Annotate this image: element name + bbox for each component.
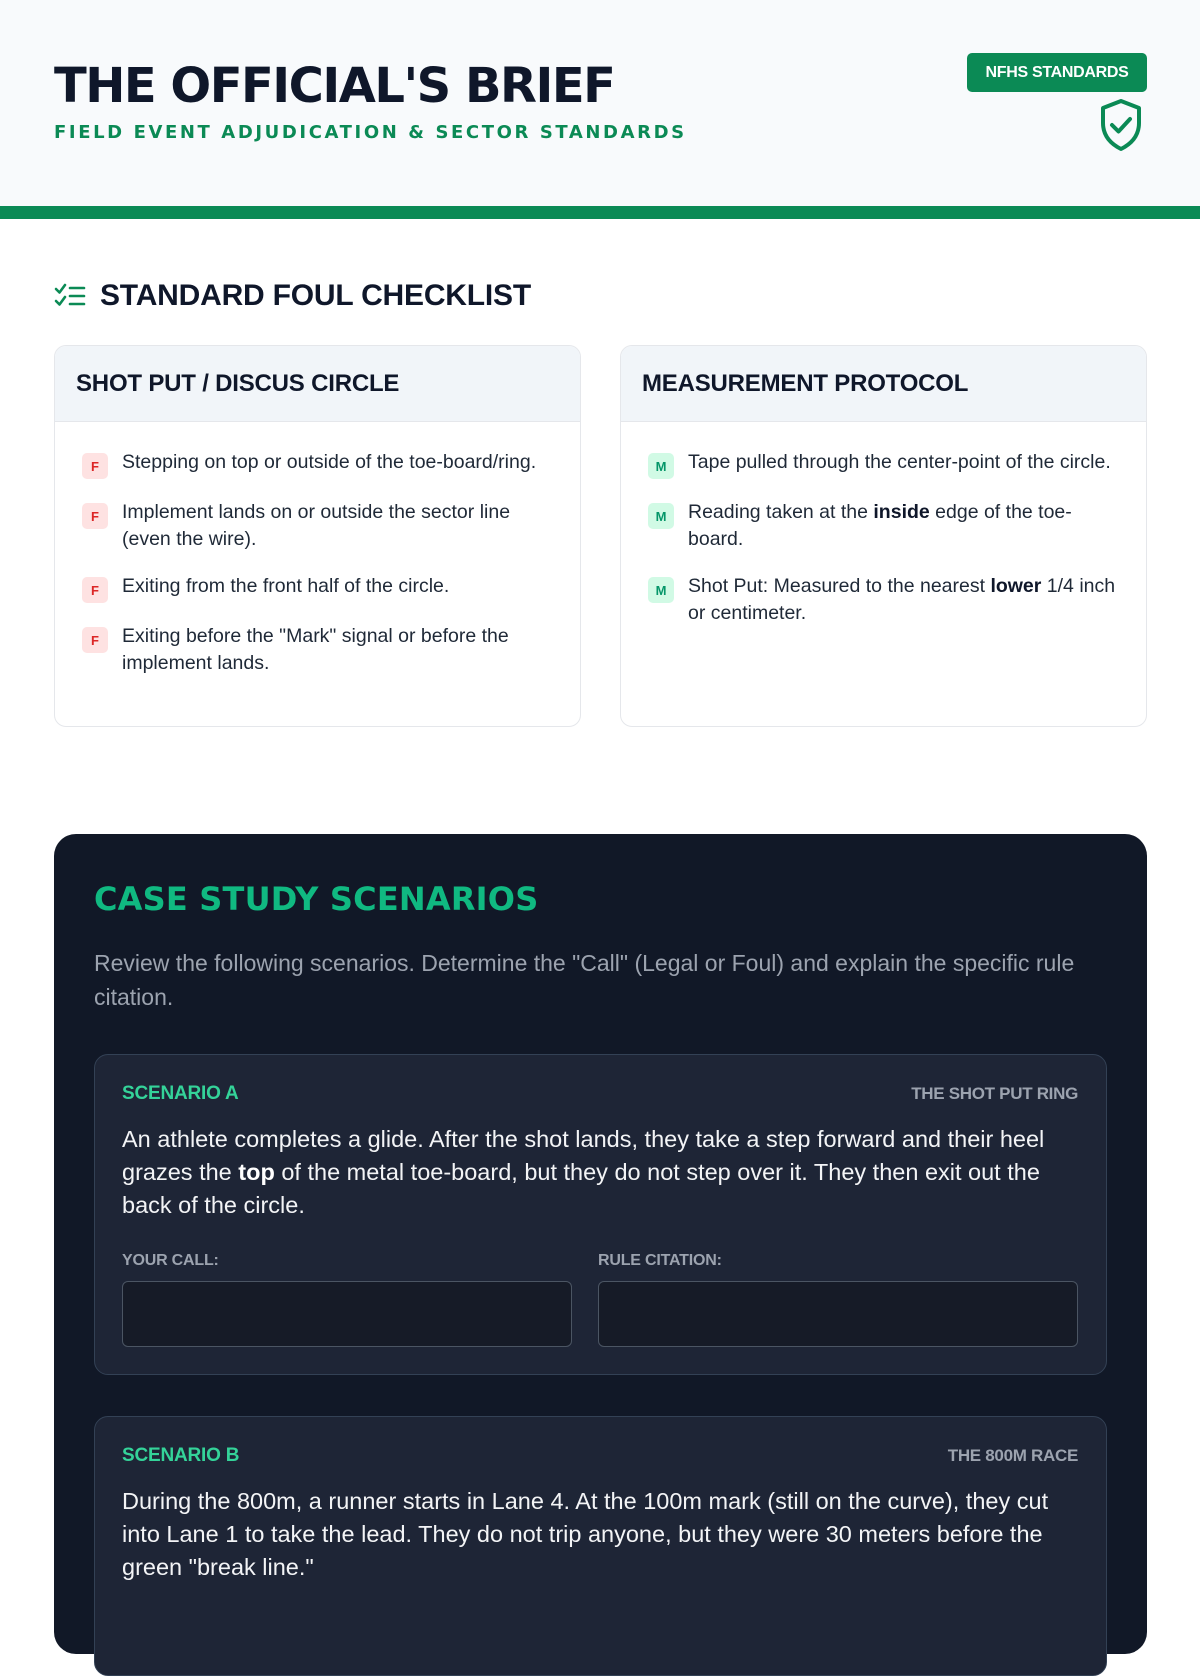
scenario-card-a xyxy=(94,1054,1107,1375)
scenario-context: THE 800M RACE xyxy=(947,1446,1078,1465)
shot-put-card xyxy=(54,345,581,727)
foul-tag: F xyxy=(82,453,108,479)
foul-tag: F xyxy=(82,627,108,653)
scenario-label: SCENARIO B xyxy=(122,1445,240,1466)
list-item xyxy=(648,573,1122,627)
list-item-text: Implement lands on or outside the sector line (even the wire). xyxy=(122,501,511,550)
card-title: SHOT PUT / DISCUS CIRCLE xyxy=(55,346,580,422)
checklist-title: STANDARD FOUL CHECKLIST xyxy=(100,279,531,312)
foul-tag: F xyxy=(82,503,108,529)
rule-citation-input[interactable] xyxy=(598,1281,1078,1347)
list-item xyxy=(82,623,556,677)
list-item xyxy=(648,449,1122,479)
case-study-title: CASE STUDY SCENARIOS xyxy=(94,880,539,918)
list-item xyxy=(648,499,1122,553)
list-item xyxy=(82,449,556,479)
measurement-tag: M xyxy=(648,577,674,603)
foul-tag: F xyxy=(82,577,108,603)
page-header xyxy=(0,0,1200,206)
measurement-card xyxy=(620,345,1147,727)
shield-check-icon xyxy=(1098,98,1144,152)
checklist-heading xyxy=(54,278,531,314)
standards-badge: NFHS STANDARDS xyxy=(967,53,1147,92)
list-item xyxy=(82,573,556,603)
rule-citation-label: RULE CITATION: xyxy=(598,1252,722,1269)
page-subtitle: FIELD EVENT ADJUDICATION & SECTOR STANDARDS xyxy=(54,122,687,143)
scenario-card-b xyxy=(94,1416,1107,1676)
scenario-text: During the 800m, a runner starts in Lane 4. At the 100m mark (still on the curve), they cut into Lane 1 to take the lead. They do not trip anyone, but they were 30 meters before the green "break line." xyxy=(122,1488,1049,1580)
list-item-text: Reading taken at the inside edge of the toe-board. xyxy=(688,501,1072,550)
header-divider xyxy=(0,206,1200,219)
scenario-text: An athlete completes a glide. After the shot lands, they take a step forward and their heel grazes the top of the metal toe-board, but they do not step over it. They then exit out the back of the circle. xyxy=(122,1126,1045,1218)
list-item xyxy=(82,499,556,553)
list-item-text: Shot Put: Measured to the nearest lower 1/4 inch or centimeter. xyxy=(688,575,1116,624)
measurement-tag: M xyxy=(648,453,674,479)
list-item-text: Tape pulled through the center-point of the circle. xyxy=(688,451,1111,473)
your-call-label: YOUR CALL: xyxy=(122,1252,219,1269)
your-call-input[interactable] xyxy=(122,1281,572,1347)
list-item-text: Exiting from the front half of the circle. xyxy=(122,575,450,597)
checklist-icon xyxy=(54,282,86,310)
list-item-text: Exiting before the "Mark" signal or before the implement lands. xyxy=(122,625,509,674)
scenario-label: SCENARIO A xyxy=(122,1083,239,1104)
card-title: MEASUREMENT PROTOCOL xyxy=(621,346,1146,422)
page-title: THE OFFICIAL'S BRIEF xyxy=(54,58,615,114)
case-study-intro: Review the following scenarios. Determine the "Call" (Legal or Foul) and explain the specific rule citation. xyxy=(94,950,1075,1010)
list-item-text: Stepping on top or outside of the toe-board/ring. xyxy=(122,451,537,473)
scenario-context: THE SHOT PUT RING xyxy=(911,1084,1078,1103)
measurement-tag: M xyxy=(648,503,674,529)
